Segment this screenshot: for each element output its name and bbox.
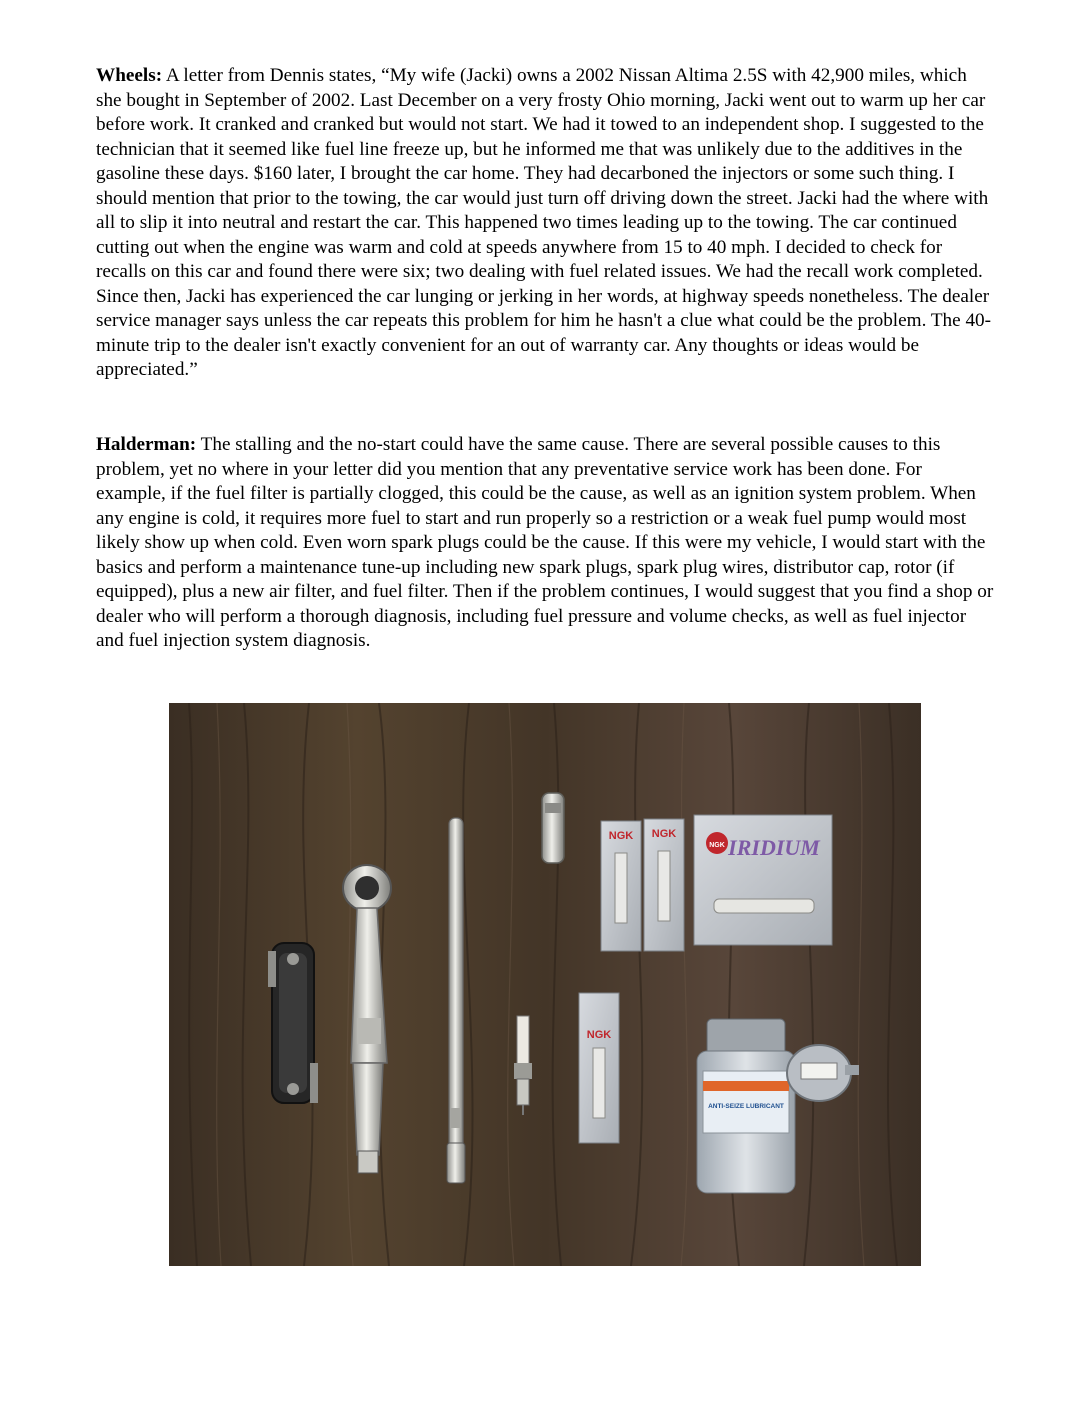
iridium-plug-box <box>694 815 832 945</box>
halderman-label: Halderman: <box>96 434 197 455</box>
halderman-answer-paragraph <box>96 433 996 654</box>
wheels-letter-paragraph <box>96 64 996 383</box>
ngk-box-single-brand: NGK <box>586 1029 612 1041</box>
socket-extension-bar <box>447 818 465 1183</box>
spark-plug-socket <box>542 793 564 863</box>
wheels-label: Wheels: <box>96 65 163 86</box>
ngk-box-left-brand: NGK <box>608 830 634 842</box>
halderman-answer-text: The stalling and the no-start could have the same cause. There are several possible causes to this problem, yet no where in your letter did you mention that any preventative service work has been done. For example, if the fuel filter is partially clogged, this could be the cause, as well as an ignition system problem. When any engine is cold, it requires more fuel to start and run properly so a restriction or a weak fuel pump would most likely show up when cold. Even worn spark plugs could be the cause. If this were my vehicle, I would start with the basics and perform a maintenance tune-up including new spark plugs, spark plug wires, distributor cap, rotor (if equipped), plus a new air filter, and fuel filter. Then if the problem continues, I would suggest that you find a shop or dealer who will perform a thorough diagnosis, including fuel pressure and volume checks, as well as fuel injector and fuel injection system diagnosis. <box>96 434 994 651</box>
iridium-box-brand: NGK <box>709 842 725 849</box>
iridium-box-title: IRIDIUM <box>728 835 820 860</box>
anti-seize-label: ANTI-SEIZE LUBRICANT <box>708 1103 784 1110</box>
loose-spark-plug <box>514 1016 532 1115</box>
hex-key-set <box>268 943 318 1103</box>
anti-seize-jar <box>697 1019 795 1193</box>
tune-up-tools-photo <box>169 703 921 1266</box>
wheels-letter-text: A letter from Dennis states, “My wife (Jacki) owns a 2002 Nissan Altima 2.5S with 42,900 miles, which she bought in September of 2002. Last December on a very frosty Ohio morning, Jacki went out to warm up her car before work. It cranked and cranked but would not start. We had it towed to an independent shop. I suggested to the technician that it seemed like fuel line freeze up, but he informed me that was unlikely due to the additives in the gasoline these days. $160 later, I brought the car home. They had decarboned the injectors or some such thing. I should mention that prior to the towing, the car would just turn off driving down the street. Jacki had the where with all to slip it into neutral and restart the car. This happened two times leading up to the towing. The car continued cutting out when the engine was warm and cold at speeds anywhere from 15 to 40 mph. I decided to check for recalls on this car and found there were six; two dealing with fuel related issues. We had the recall work completed. Since then, Jacki has experienced the car lunging or jerking in her words, at highway speeds nonetheless. The dealer service manager says unless the car repeats this problem for him he hasn't a clue what could be the problem. The 40-minute trip to the dealer isn't exactly convenient for an out of warranty car. Any thoughts or ideas would be appreciated.” <box>96 65 992 380</box>
ngk-plug-box-single <box>579 993 619 1143</box>
ngk-box-right-brand: NGK <box>651 828 677 840</box>
